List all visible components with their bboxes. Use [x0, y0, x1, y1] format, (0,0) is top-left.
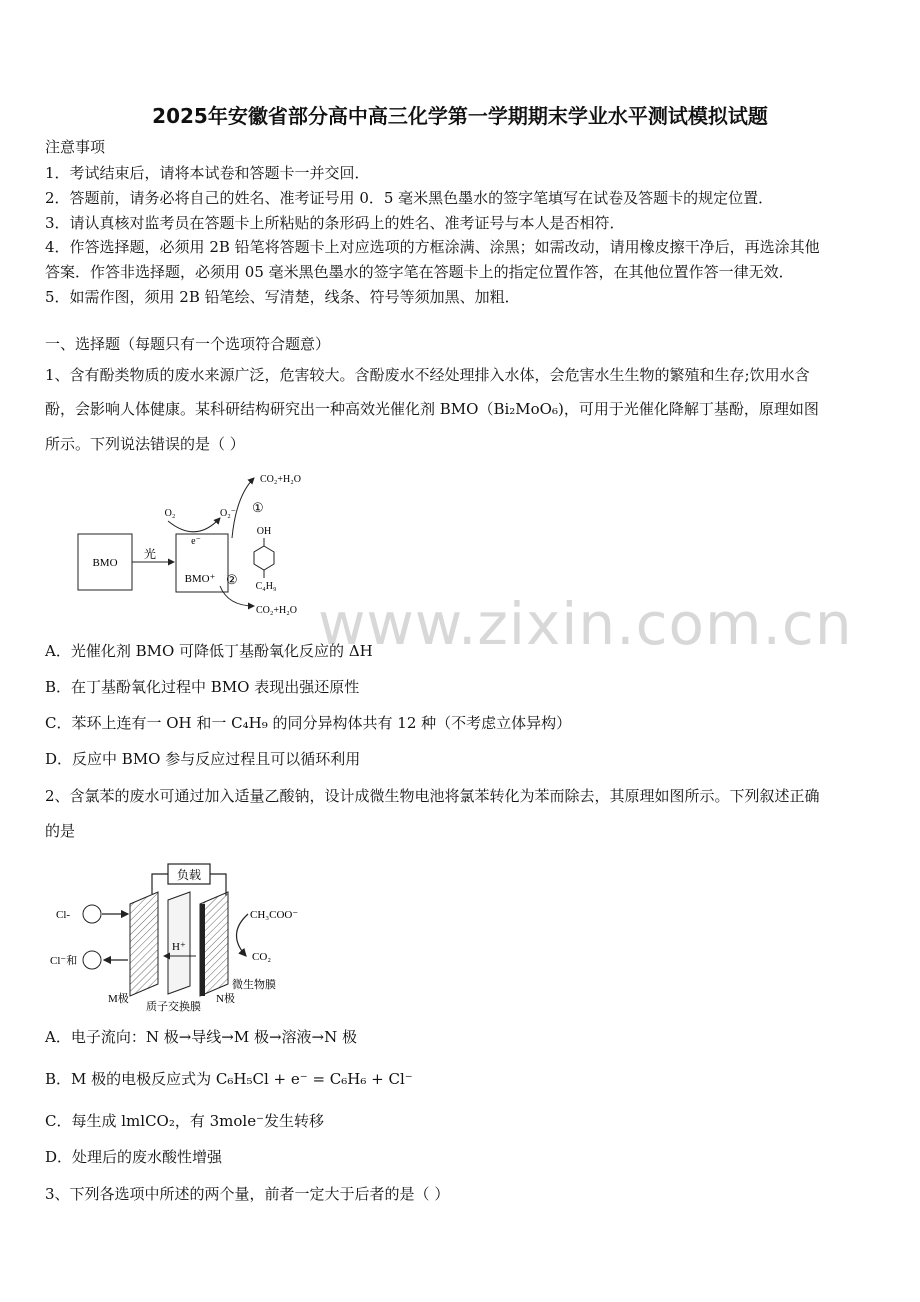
- load-label: 负载: [176, 868, 202, 882]
- c4h9-label: C₄H₉: [255, 581, 277, 592]
- notice-heading: 注意事项: [45, 138, 106, 156]
- option-b: B．在丁基酚氧化过程中 BMO 表现出强还原性: [45, 678, 360, 696]
- wire: [152, 874, 168, 894]
- notice-item: 5．如需作图，须用 2B 铅笔绘、写清楚，线条、符号等须加黑、加粗．: [45, 288, 520, 306]
- path-1-label: ①: [252, 500, 264, 515]
- chlorobenzene-ring: [83, 905, 101, 923]
- option-c: C．苯环上连有一 OH 和一 C₄H₉ 的同分异构体共有 12 种（不考虑立体异构）: [45, 714, 572, 732]
- electrode-edge: [200, 904, 205, 996]
- microbial-cell-diagram: [50, 852, 310, 1012]
- notice-item: 3．请认真核对监考员在答题卡上所粘贴的条形码上的姓名、准考证号与本人是否相符．: [45, 214, 625, 232]
- light-label: 光: [143, 547, 157, 561]
- o2-reduction-arrow: [168, 518, 220, 532]
- m-pole-label: M极: [108, 993, 129, 1005]
- bmo-plus-label: BMO⁺: [184, 573, 216, 585]
- h-plus-label: H⁺: [172, 941, 186, 953]
- notice-item: 答案．作答非选择题，必须用 05 毫米黑色墨水的签字笔在答题卡上的指定位置作答，在其他位置作答一律无效．: [45, 263, 794, 281]
- o2-minus-label: O₂⁻: [220, 508, 236, 519]
- notice-item: 1．考试结束后，请将本试卷和答题卡一并交回．: [45, 164, 370, 182]
- question-2-line: 的是: [45, 822, 76, 840]
- oh-label: OH: [256, 526, 272, 537]
- photocatalysis-diagram: [70, 466, 330, 626]
- question-3-line: 3、下列各选项中所述的两个量，前者一定大于后者的是（ ）: [45, 1185, 450, 1203]
- option-b: B．M 极的电极反应式为 C₆H₅Cl + e⁻ = C₆H₆ + Cl⁻: [45, 1070, 413, 1088]
- o2-label: O₂: [164, 508, 176, 519]
- question-1-line: 1、含有酚类物质的废水来源广泛，危害较大。含酚废水不经处理排入水体，会危害水生生物的繁殖和生存;饮用水含: [45, 366, 810, 384]
- option-a: A．光催化剂 BMO 可降低丁基酚氧化反应的 ΔH: [45, 642, 373, 660]
- question-1-line: 酚，会影响人体健康。某科研结构研究出一种高效光催化剂 BMO（Bi₂MoO₆)，可用于光催化降解丁基酚，原理如图: [45, 400, 819, 418]
- watermark: www.zixin.com.cn: [318, 590, 853, 658]
- m-electrode: [130, 892, 158, 996]
- notice-item: 2．答题前，请务必将自己的姓名、准考证号用 0．5 毫米黑色墨水的签字笔填写在试卷及答题卡的规定位置．: [45, 189, 774, 207]
- option-d: D．反应中 BMO 参与反应过程且可以循环利用: [45, 750, 361, 768]
- co2-top-label: CO₂+H₂O: [260, 474, 301, 485]
- cl-left-label: Cl-: [56, 909, 71, 921]
- question-2-line: 2、含氯苯的废水可通过加入适量乙酸钠，设计成微生物电池将氯苯转化为苯而除去，其原理如图所示。下列叙述正确: [45, 787, 820, 805]
- co2-bottom-label: CO₂+H₂O: [256, 605, 297, 616]
- membrane-label: 质子交换膜: [146, 1001, 201, 1012]
- question-1-line: 所示。下列说法错误的是（ ）: [45, 435, 245, 453]
- acetate-arrow: [236, 914, 248, 956]
- path-2-label: ②: [226, 572, 238, 587]
- section-heading: 一、选择题（每题只有一个选项符合题意）: [45, 335, 331, 353]
- bmo-label: BMO: [92, 557, 118, 569]
- cl-and-label: Cl⁻和: [50, 955, 78, 967]
- option-a: A．电子流向：N 极→导线→M 极→溶液→N 极: [45, 1028, 358, 1046]
- page-title: 2025年安徽省部分高中高三化学第一学期期末学业水平测试模拟试题: [152, 104, 768, 128]
- notice-item: 4．作答选择题，必须用 2B 铅笔将答题卡上对应选项的方框涂满、涂黑；如需改动，请用橡皮擦干净后，再选涂其他: [45, 238, 820, 256]
- benzene-ring: [254, 546, 274, 570]
- option-c: C．每生成 lmlCO₂，有 3mole⁻发生转移: [45, 1112, 325, 1130]
- option-d: D．处理后的废水酸性增强: [45, 1148, 223, 1166]
- path-2-arrow: [220, 586, 254, 606]
- co2-label: CO₂: [252, 951, 272, 963]
- wire: [210, 874, 226, 896]
- microbe-label: 微生物膜: [232, 979, 276, 991]
- acetate-label: CH₃COO⁻: [250, 909, 299, 921]
- n-pole-label: N极: [216, 993, 235, 1005]
- benzene-ring: [83, 951, 101, 969]
- electron-label: e⁻: [191, 536, 201, 547]
